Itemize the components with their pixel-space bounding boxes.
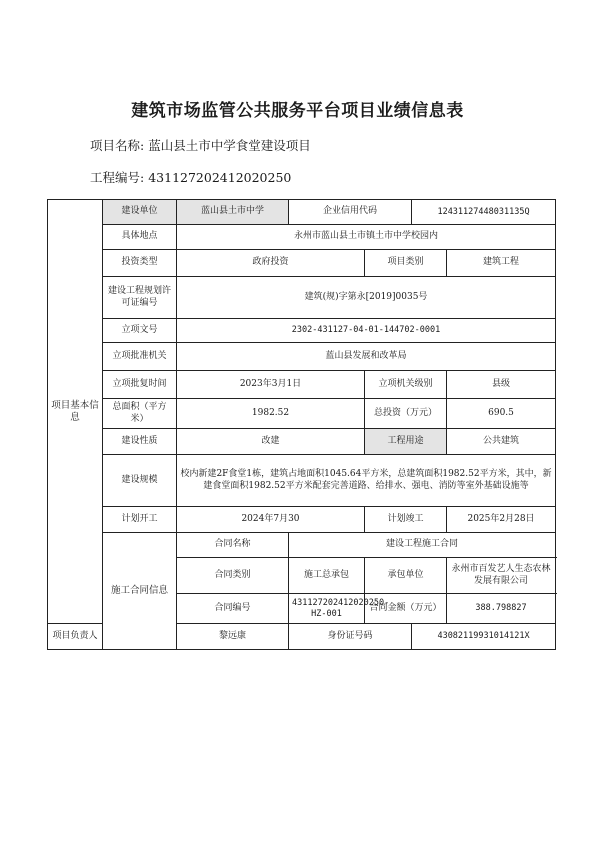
usage-label: 工程用途 <box>365 429 447 455</box>
id-number-value: 43082119931014121X <box>412 624 556 650</box>
manager-label: 项目负责人 <box>48 624 103 650</box>
usage-value: 公共建筑 <box>447 429 556 455</box>
contractor-label: 承包单位 <box>365 558 447 594</box>
project-code-line <box>90 168 291 186</box>
approval-doc-value: 2302-431127-04-01-144702-0001 <box>177 319 556 343</box>
document-title: 建筑市场监管公共服务平台项目业绩信息表 <box>131 101 464 121</box>
table-row <box>48 533 556 558</box>
contract-type-value: 施工总承包 <box>289 558 365 594</box>
plan-start-value: 2024年7月30 <box>177 507 365 533</box>
area-label: 总面积（平方米） <box>103 399 177 429</box>
contract-name-value: 建设工程施工合同 <box>289 533 556 558</box>
contract-number-label: 合同编号 <box>177 594 289 624</box>
manager-value: 黎远康 <box>177 624 289 650</box>
table-row <box>48 399 556 429</box>
table-row <box>48 277 556 319</box>
table-row <box>48 455 556 507</box>
plan-end-value: 2025年2月28日 <box>447 507 556 533</box>
location-value: 永州市蓝山县土市镇土市中学校园内 <box>177 225 556 250</box>
contract-amount-label: 合同金额（万元） <box>365 594 447 624</box>
approval-level-label: 立项机关级别 <box>365 371 447 399</box>
group-contract-info: 施工合同信息 <box>103 533 177 650</box>
approval-time-value: 2023年3月1日 <box>177 371 365 399</box>
area-value: 1982.52 <box>177 399 365 429</box>
contract-amount-value: 388.798827 <box>447 594 556 624</box>
contractor-value: 永州市百发艺人生态农林发展有限公司 <box>447 558 556 594</box>
table-row <box>48 507 556 533</box>
project-name: 蓝山县土市中学食堂建设项目 <box>148 138 311 153</box>
approval-time-label: 立项批复时间 <box>103 371 177 399</box>
credit-value: 12431127448031135Q <box>412 200 556 225</box>
scale-label: 建设规模 <box>103 455 177 507</box>
project-code-label: 工程编号: <box>90 170 145 185</box>
approval-level-value: 县级 <box>447 371 556 399</box>
permit-label: 建设工程规划许可证编号 <box>103 277 177 319</box>
builder-label: 建设单位 <box>103 200 177 225</box>
scale-value: 校内新建2F食堂1栋，建筑占地面积1045.64平方米，总建筑面积1982.52平方米，其中，新建食堂面积1982.52平方米配套完善道路、给排水、强电、消防等室外基础设施等 <box>177 455 556 507</box>
contract-name-label: 合同名称 <box>177 533 289 558</box>
table-row <box>48 371 556 399</box>
approval-doc-label: 立项文号 <box>103 319 177 343</box>
id-number-label: 身份证号码 <box>289 624 412 650</box>
project-name-label: 项目名称: <box>90 138 145 153</box>
table-row <box>48 319 556 343</box>
project-name-line <box>90 136 311 154</box>
nature-label: 建设性质 <box>103 429 177 455</box>
credit-label: 企业信用代码 <box>289 200 412 225</box>
plan-end-label: 计划竣工 <box>365 507 447 533</box>
table-row <box>48 200 556 225</box>
approval-org-value: 蓝山县发展和改革局 <box>177 343 556 371</box>
location-label: 具体地点 <box>103 225 177 250</box>
table-row <box>48 250 556 277</box>
table-row <box>48 225 556 250</box>
approval-org-label: 立项批准机关 <box>103 343 177 371</box>
investment-value: 690.5 <box>447 399 556 429</box>
group-basic-info: 项目基本信息 <box>48 200 103 624</box>
plan-start-label: 计划开工 <box>103 507 177 533</box>
nature-value: 改建 <box>177 429 365 455</box>
table-row <box>48 343 556 371</box>
permit-value: 建筑(规)字第永[2019]0035号 <box>177 277 556 319</box>
invest-type-label: 投资类型 <box>103 250 177 277</box>
category-value: 建筑工程 <box>447 250 556 277</box>
table-row <box>48 429 556 455</box>
contract-type-label: 合同类别 <box>177 558 289 594</box>
contract-number-value: 431127202412020250-HZ-001 <box>289 594 365 624</box>
performance-info-table <box>47 199 556 650</box>
category-label: 项目类别 <box>365 250 447 277</box>
project-code: 431127202412020250 <box>148 170 292 185</box>
invest-type-value: 政府投资 <box>177 250 365 277</box>
investment-label: 总投资（万元） <box>365 399 447 429</box>
builder-value: 蓝山县土市中学 <box>177 200 289 225</box>
